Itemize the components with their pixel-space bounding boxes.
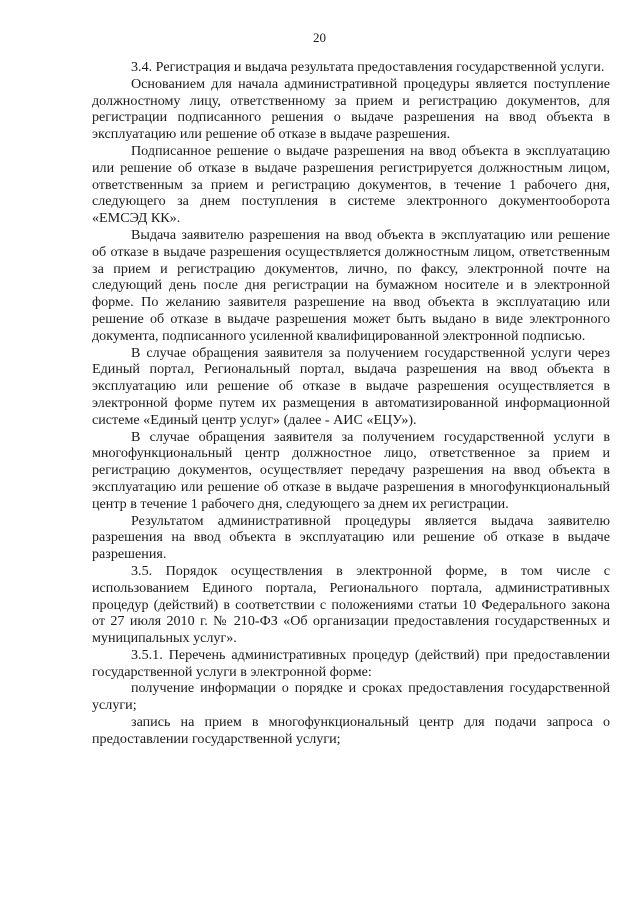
paragraph-section-3-4-heading: 3.4. Регистрация и выдача результата предоставления государственной услуги. bbox=[131, 59, 605, 75]
paragraph: В случае обращения заявителя за получением государственной услуги через Единый портал, Региональный портал, выдача разрешения на ввод объекта в эксплуатацию или решение об отказе в выдаче разрешения осуществляется в электронной форме путем их размещения в автоматизированной информационной системе «Единый центр услуг» (далее - АИС «ЕЦУ»). bbox=[92, 344, 610, 428]
document-body bbox=[92, 59, 610, 748]
paragraph: В случае обращения заявителя за получением государственной услуги в многофункциональный центр должностное лицо, ответственное за прием и регистрацию документов, осуществляет передачу разрешения на ввод объекта в эксплуатацию или решение об отказе в выдаче разрешения в многофункциональный центр в течение 1 рабочего дня, следующего за днем их регистрации. bbox=[92, 428, 610, 512]
paragraph-section-3-5-1: 3.5.1. Перечень административных процедур (действий) при предоставлении государственной услуги в электронной форме: bbox=[92, 646, 610, 680]
paragraph: Основанием для начала административной процедуры является поступление должностному лицу, ответственному за прием и регистрацию документов, для регистрации подписанного решения о выдаче разрешения на ввод объекта в эксплуатацию или решение об отказе в выдаче разрешения. bbox=[92, 75, 610, 143]
paragraph: Подписанное решение о выдаче разрешения на ввод объекта в эксплуатацию или решение об отказе в выдаче разрешения регистрируется должностным лицом, ответственным за прием и регистрацию документов, в течение 1 рабочего дня, следующего за днем поступления в системе электронного документооборота «ЕМСЭД КК». bbox=[92, 142, 610, 227]
paragraph: Результатом административной процедуры является выдача заявителю разрешения на ввод объекта в эксплуатацию или решение об отказе в выдаче разрешения. bbox=[92, 512, 610, 563]
list-item: получение информации о порядке и сроках предоставления государственной услуги; bbox=[92, 680, 610, 714]
paragraph-section-3-5: 3.5. Порядок осуществления в электронной форме, в том числе с использованием Единого портала, Регионального портала, административных процедур (действий) в соответствии с положениями статьи 10 Федерального закона от 27 июля 2010 г. № 210-ФЗ «Об организации предоставления государственных и муниципальных услуг». bbox=[92, 562, 610, 647]
list-item: запись на прием в многофункциональный центр для подачи запроса о предоставлении государственной услуги; bbox=[92, 714, 610, 747]
paragraph: Выдача заявителю разрешения на ввод объекта в эксплуатацию или решение об отказе в выдаче разрешения осуществляется должностным лицом, ответственным за прием и регистрацию документов, лично, по факсу, электронной почте на следующий день после дня регистрации на бумажном носителе и в электронной форме. По желанию заявителя разрешение на ввод объекта в эксплуатацию или решение об отказе в выдаче разрешения может быть выдано в виде электронного документа, подписанного усиленной квалифицированной электронной подписью. bbox=[92, 226, 610, 344]
page-number: 20 bbox=[313, 30, 326, 45]
